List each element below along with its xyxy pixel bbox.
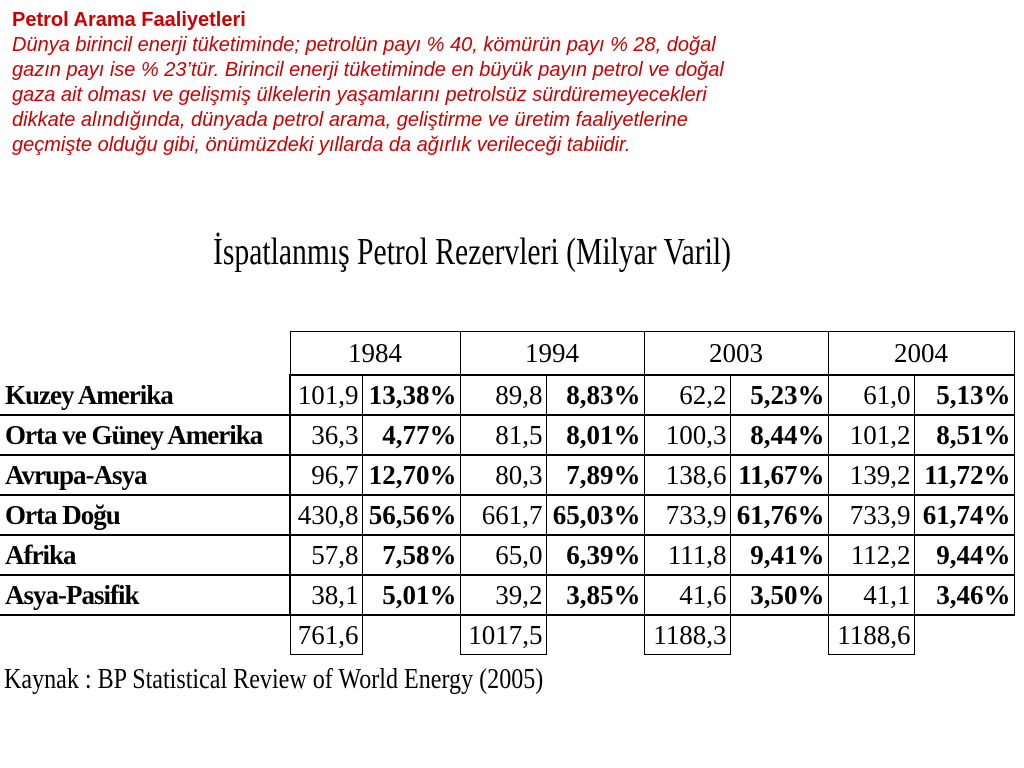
total-cell: 1188,3	[644, 615, 730, 655]
source-note: Kaynak : BP Statistical Review of World Energy (2005)	[4, 664, 544, 695]
reserve-share-cell: 3,46%	[914, 575, 1014, 615]
year-header: 2004	[828, 332, 1014, 376]
total-cell: 1188,6	[828, 615, 914, 655]
reserve-value-cell: 89,8	[460, 375, 546, 415]
reserve-share-cell: 3,85%	[546, 575, 644, 615]
totals-blank	[0, 615, 290, 655]
reserve-value-cell: 80,3	[460, 455, 546, 495]
reserve-share-cell: 65,03%	[546, 495, 644, 535]
reserve-value-cell: 65,0	[460, 535, 546, 575]
reserve-value-cell: 61,0	[828, 375, 914, 415]
reserves-table	[0, 331, 1015, 655]
reserve-share-cell: 61,74%	[914, 495, 1014, 535]
table-row	[0, 495, 1014, 535]
total-cell: 1017,5	[460, 615, 546, 655]
reserve-value-cell: 111,8	[644, 535, 730, 575]
reserve-share-cell: 8,83%	[546, 375, 644, 415]
table-row	[0, 575, 1014, 615]
reserve-share-cell: 12,70%	[362, 455, 460, 495]
reserve-value-cell: 96,7	[290, 455, 362, 495]
reserve-share-cell: 7,89%	[546, 455, 644, 495]
totals-blank	[730, 615, 828, 655]
reserve-value-cell: 733,9	[644, 495, 730, 535]
reserve-share-cell: 3,50%	[730, 575, 828, 615]
totals-blank	[546, 615, 644, 655]
region-cell: Asya-Pasifik	[0, 575, 290, 615]
reserve-share-cell: 56,56%	[362, 495, 460, 535]
reserve-value-cell: 430,8	[290, 495, 362, 535]
reserve-share-cell: 8,51%	[914, 415, 1014, 455]
reserve-value-cell: 62,2	[644, 375, 730, 415]
reserve-share-cell: 5,13%	[914, 375, 1014, 415]
reserve-share-cell: 5,01%	[362, 575, 460, 615]
reserves-table-container	[0, 331, 1015, 655]
reserve-value-cell: 733,9	[828, 495, 914, 535]
table-row	[0, 375, 1014, 415]
year-header: 1994	[460, 332, 644, 376]
reserve-share-cell: 61,76%	[730, 495, 828, 535]
table-title: İspatlanmış Petrol Rezervleri (Milyar Varil)	[213, 231, 732, 273]
reserve-share-cell: 8,44%	[730, 415, 828, 455]
totals-row	[0, 615, 1014, 655]
reserve-share-cell: 5,23%	[730, 375, 828, 415]
intro-section	[12, 8, 1012, 158]
region-cell: Orta Doğu	[0, 495, 290, 535]
reserve-value-cell: 38,1	[290, 575, 362, 615]
year-header-row	[0, 332, 1014, 376]
table-row	[0, 455, 1014, 495]
reserve-value-cell: 81,5	[460, 415, 546, 455]
reserve-share-cell: 7,58%	[362, 535, 460, 575]
reserve-share-cell: 9,41%	[730, 535, 828, 575]
reserve-value-cell: 41,6	[644, 575, 730, 615]
reserve-value-cell: 41,1	[828, 575, 914, 615]
reserve-value-cell: 138,6	[644, 455, 730, 495]
reserve-share-cell: 8,01%	[546, 415, 644, 455]
totals-blank	[914, 615, 1014, 655]
intro-paragraph: Dünya birincil enerji tüketiminde; petrolün payı % 40, kömürün payı % 28, doğal gazın payı ise % 23’tür. Birincil enerji tüketiminde en büyük payın petrol ve doğal gaza ait olması ve gelişmiş ülkelerin yaşamlarını petrolsüz sürdüremeyecekleri dikkate alındığında, dünyada petrol arama, geliştirme ve üretim faaliyetlerine geçmişte olduğu gibi, önümüzdeki yıllarda da ağırlık verileceği tabiidir.	[12, 34, 724, 156]
reserve-value-cell: 36,3	[290, 415, 362, 455]
reserve-share-cell: 9,44%	[914, 535, 1014, 575]
table-row	[0, 535, 1014, 575]
totals-blank	[362, 615, 460, 655]
reserve-share-cell: 11,72%	[914, 455, 1014, 495]
table-body	[0, 375, 1014, 655]
reserve-value-cell: 101,2	[828, 415, 914, 455]
reserve-share-cell: 4,77%	[362, 415, 460, 455]
year-header: 2003	[644, 332, 828, 376]
year-header: 1984	[290, 332, 460, 376]
reserve-share-cell: 6,39%	[546, 535, 644, 575]
table-row	[0, 415, 1014, 455]
region-cell: Orta ve Güney Amerika	[0, 415, 290, 455]
reserve-value-cell: 661,7	[460, 495, 546, 535]
reserve-value-cell: 101,9	[290, 375, 362, 415]
region-cell: Kuzey Amerika	[0, 375, 290, 415]
reserve-share-cell: 13,38%	[362, 375, 460, 415]
reserve-share-cell: 11,67%	[730, 455, 828, 495]
region-cell: Avrupa-Asya	[0, 455, 290, 495]
reserve-value-cell: 39,2	[460, 575, 546, 615]
reserve-value-cell: 139,2	[828, 455, 914, 495]
reserve-value-cell: 57,8	[290, 535, 362, 575]
total-cell: 761,6	[290, 615, 362, 655]
intro-title: Petrol Arama Faaliyetleri	[12, 9, 246, 31]
reserve-value-cell: 112,2	[828, 535, 914, 575]
header-blank	[0, 332, 290, 376]
reserve-value-cell: 100,3	[644, 415, 730, 455]
region-cell: Afrika	[0, 535, 290, 575]
